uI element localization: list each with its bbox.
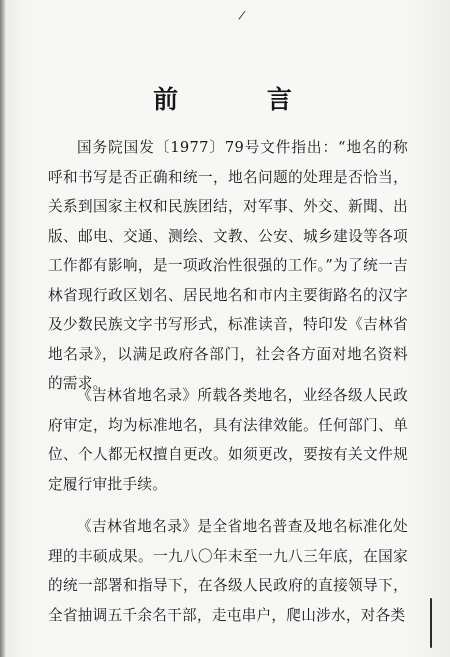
paragraph-3: 《吉林省地名录》是全省地名普查及地名标准化处理的丰硕成果。一九八〇年末至一九八三年底，在国家的统一部署和指导下，在各级人民政府的直接领导下，全省抽调五千余名干部，走屯串户，爬山涉水，对各类	[48, 518, 408, 624]
margin-line-mark	[430, 598, 432, 648]
paragraph-1: 国务院国发〔1977〕79号文件指出：“地名的称呼和书写是否正确和统一，地名问题的处理是否恰当，关系到国家主权和民族团结，对军事、外交、新聞、出版、邮电、交通、测绘、文教、公安、城乡建设等各项工作都有影响，是一项政治性很强的工作。”为了统一吉林省现行政区划名、居民地名和市内主要街路名的汉字及少数民族文字书写形式，标准读音，特印发《吉林省地名录》，以满足政府各部门，社会各方面对地名资料的需求。	[48, 139, 408, 392]
page-title: 前 言	[153, 85, 332, 114]
margin-mark: /	[237, 7, 247, 23]
paragraph-2: 《吉林省地名录》所载各类地名，业经各级人民政府审定，均为标准地名，具有法律效能。任何部门、单位、个人都无权擅自更改。如须更改，要按有关文件规定履行审批手续。	[48, 387, 408, 493]
